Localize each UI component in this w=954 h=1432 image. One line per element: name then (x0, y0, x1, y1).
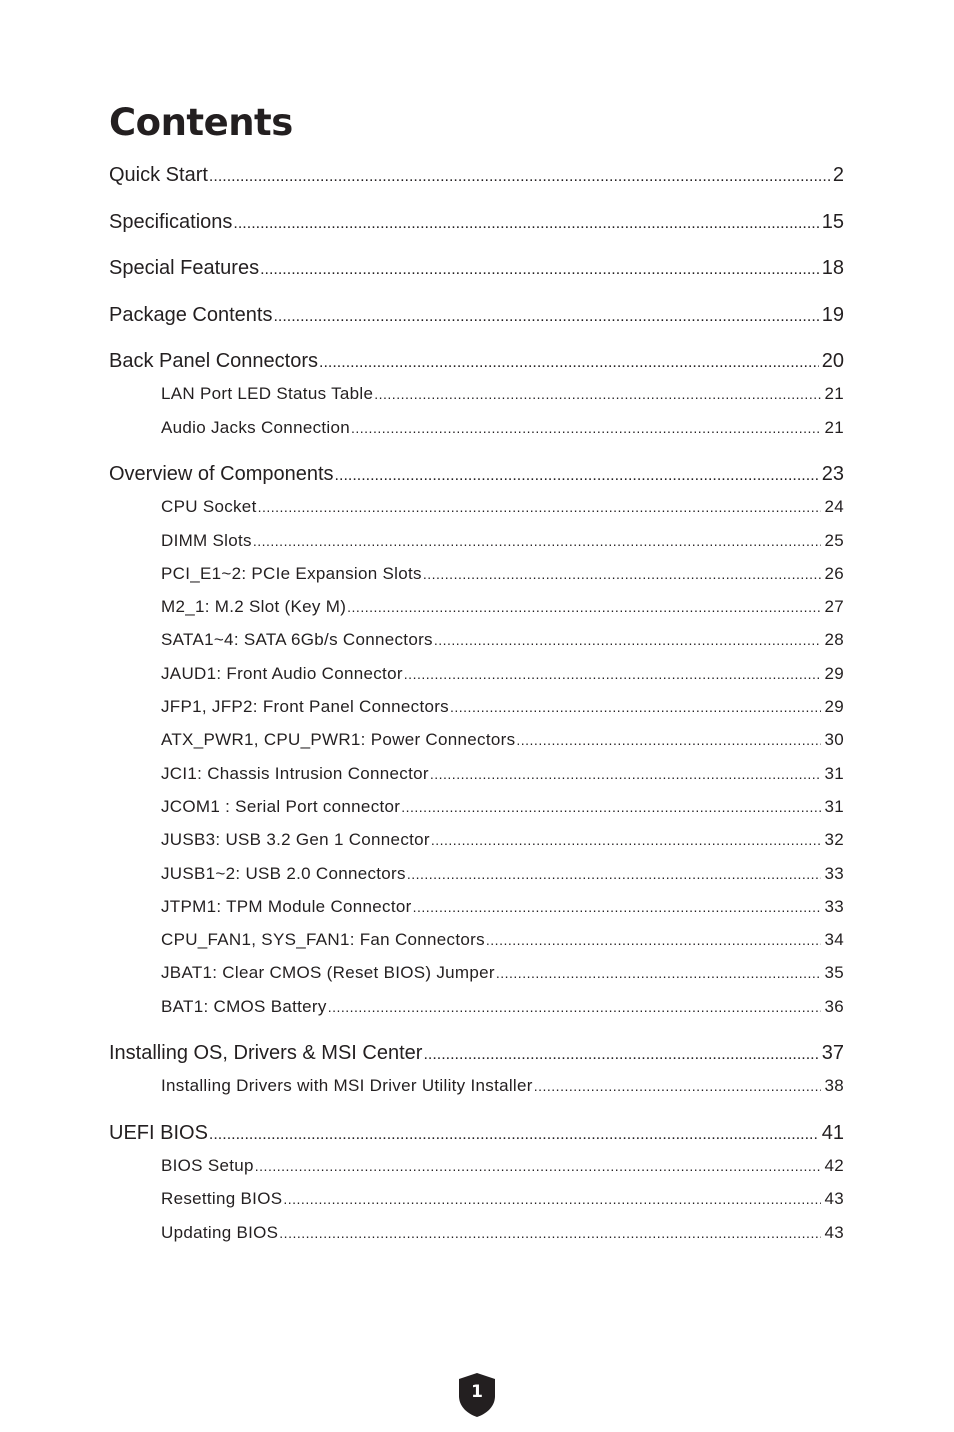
toc-entry-label: SATA1~4: SATA 6Gb/s Connectors (161, 630, 433, 649)
toc-entry-page: 27 (824, 597, 844, 616)
toc-entry-page: 29 (824, 664, 844, 683)
dot-leader (486, 929, 822, 951)
dot-leader (423, 1040, 818, 1068)
toc-entry-page: 33 (824, 897, 844, 916)
toc-entry-label: JCOM1 : Serial Port connector (161, 797, 401, 816)
toc-subsection-entry[interactable] (161, 629, 844, 651)
dot-leader (431, 829, 822, 851)
toc-subsection-entry[interactable] (161, 763, 844, 785)
toc-entry-label: Installing Drivers with MSI Driver Utility Installer (161, 1076, 533, 1095)
dot-leader (233, 209, 818, 237)
toc-subsection-entry[interactable] (161, 729, 844, 751)
page-title: Contents (109, 101, 293, 144)
dot-leader (516, 729, 821, 751)
toc-entry-page: 31 (824, 797, 844, 816)
page-number-badge (457, 1372, 497, 1418)
toc-entry-label: JAUD1: Front Audio Connector (161, 664, 403, 683)
dot-leader (407, 863, 822, 885)
toc-entry-label: CPU Socket (161, 497, 257, 516)
toc-entry-page: 24 (824, 497, 844, 516)
dot-leader (209, 162, 830, 190)
toc-entry-label: Specifications (109, 211, 233, 233)
page-number: 1 (471, 1382, 483, 1402)
toc-entry-page: 42 (824, 1156, 844, 1175)
dot-leader (255, 1155, 822, 1177)
toc-entry-label: Overview of Components (109, 463, 334, 485)
toc-entry-label: PCI_E1~2: PCIe Expansion Slots (161, 564, 422, 583)
dot-leader (273, 302, 818, 330)
toc-entry-page: 31 (824, 764, 844, 783)
dot-leader (374, 383, 821, 405)
toc-entry-label: Installing OS, Drivers & MSI Center (109, 1042, 423, 1064)
dot-leader (283, 1188, 821, 1210)
toc-subsection-entry[interactable] (161, 696, 844, 718)
toc-subsection-entry[interactable] (161, 596, 844, 618)
toc-subsection-entry[interactable] (161, 383, 844, 405)
toc-entry-label: ATX_PWR1, CPU_PWR1: Power Connectors (161, 730, 516, 749)
toc-entry-page: 23 (821, 463, 844, 485)
toc-entry-label: BAT1: CMOS Battery (161, 997, 327, 1016)
dot-leader (260, 255, 819, 283)
toc-entry-page: 41 (821, 1122, 844, 1144)
dot-leader (351, 417, 821, 439)
toc-subsection-entry[interactable] (161, 962, 844, 984)
toc-entry-page: 37 (821, 1042, 844, 1064)
toc-section-entry[interactable] (109, 461, 844, 487)
toc-entry-page: 26 (824, 564, 844, 583)
toc-entry-label: Special Features (109, 257, 260, 279)
dot-leader (335, 461, 819, 489)
toc-entry-label: LAN Port LED Status Table (161, 384, 374, 403)
toc-entry-page: 2 (832, 164, 844, 186)
toc-section-entry[interactable] (109, 209, 844, 235)
toc-subsection-entry[interactable] (161, 496, 844, 518)
toc-section-entry[interactable] (109, 255, 844, 281)
toc-entry-label: Resetting BIOS (161, 1189, 283, 1208)
toc-section-entry[interactable] (109, 162, 844, 188)
dot-leader (413, 896, 822, 918)
toc-subsection-entry[interactable] (161, 896, 844, 918)
toc-subsection-entry[interactable] (161, 1222, 844, 1244)
toc-entry-page: 29 (824, 697, 844, 716)
toc-entry-page: 32 (824, 830, 844, 849)
toc-entry-page: 34 (824, 930, 844, 949)
toc-subsection-entry[interactable] (161, 929, 844, 951)
toc-subsection-entry[interactable] (161, 796, 844, 818)
dot-leader (423, 563, 822, 585)
toc-entry-page: 43 (824, 1223, 844, 1242)
toc-subsection-entry[interactable] (161, 1075, 844, 1097)
toc-entry-page: 43 (824, 1189, 844, 1208)
toc-entry-label: JUSB1~2: USB 2.0 Connectors (161, 864, 406, 883)
dot-leader (253, 530, 822, 552)
toc-subsection-entry[interactable] (161, 417, 844, 439)
toc-entry-label: Updating BIOS (161, 1223, 279, 1242)
toc-entry-page: 19 (821, 304, 844, 326)
toc-entry-label: M2_1: M.2 Slot (Key M) (161, 597, 347, 616)
dot-leader (534, 1075, 822, 1097)
toc-entry-page: 30 (824, 730, 844, 749)
dot-leader (209, 1120, 819, 1148)
toc-entry-page: 20 (821, 350, 844, 372)
toc-entry-label: JTPM1: TPM Module Connector (161, 897, 412, 916)
toc-subsection-entry[interactable] (161, 996, 844, 1018)
toc-entry-page: 35 (824, 963, 844, 982)
toc-entry-label: CPU_FAN1, SYS_FAN1: Fan Connectors (161, 930, 485, 949)
dot-leader (404, 663, 822, 685)
toc-entry-page: 18 (821, 257, 844, 279)
toc-entry-label: Back Panel Connectors (109, 350, 319, 372)
dot-leader (347, 596, 821, 618)
toc-entry-label: JCI1: Chassis Intrusion Connector (161, 764, 429, 783)
dot-leader (434, 629, 822, 651)
toc-subsection-entry[interactable] (161, 1155, 844, 1177)
dot-leader (279, 1222, 821, 1244)
toc-entry-label: DIMM Slots (161, 531, 252, 550)
dot-leader (496, 962, 822, 984)
toc-subsection-entry[interactable] (161, 530, 844, 552)
toc-entry-page: 38 (824, 1076, 844, 1095)
toc-entry-label: Package Contents (109, 304, 273, 326)
toc-entry-page: 15 (821, 211, 844, 233)
toc-entry-page: 21 (824, 384, 844, 403)
toc-entry-label: UEFI BIOS (109, 1122, 208, 1144)
toc-subsection-entry[interactable] (161, 663, 844, 685)
toc-section-entry[interactable] (109, 1040, 844, 1066)
dot-leader (258, 496, 822, 518)
toc-entry-label: BIOS Setup (161, 1156, 254, 1175)
toc-entry-page: 33 (824, 864, 844, 883)
dot-leader (450, 696, 821, 718)
toc-entry-label: Quick Start (109, 164, 208, 186)
toc-subsection-entry[interactable] (161, 1188, 844, 1210)
dot-leader (401, 796, 821, 818)
dot-leader (430, 763, 822, 785)
toc-section-entry[interactable] (109, 1120, 844, 1146)
toc-entry-label: Audio Jacks Connection (161, 418, 350, 437)
toc-entry-page: 21 (824, 418, 844, 437)
dot-leader (319, 348, 819, 376)
toc-section-entry[interactable] (109, 302, 844, 328)
toc-entry-page: 36 (824, 997, 844, 1016)
toc-entry-page: 25 (824, 531, 844, 550)
toc-subsection-entry[interactable] (161, 563, 844, 585)
toc-entry-label: JUSB3: USB 3.2 Gen 1 Connector (161, 830, 430, 849)
toc-subsection-entry[interactable] (161, 829, 844, 851)
dot-leader (328, 996, 822, 1018)
toc-entry-page: 28 (824, 630, 844, 649)
toc-entry-label: JBAT1: Clear CMOS (Reset BIOS) Jumper (161, 963, 495, 982)
toc-section-entry[interactable] (109, 348, 844, 374)
toc-subsection-entry[interactable] (161, 863, 844, 885)
toc-entry-label: JFP1, JFP2: Front Panel Connectors (161, 697, 449, 716)
